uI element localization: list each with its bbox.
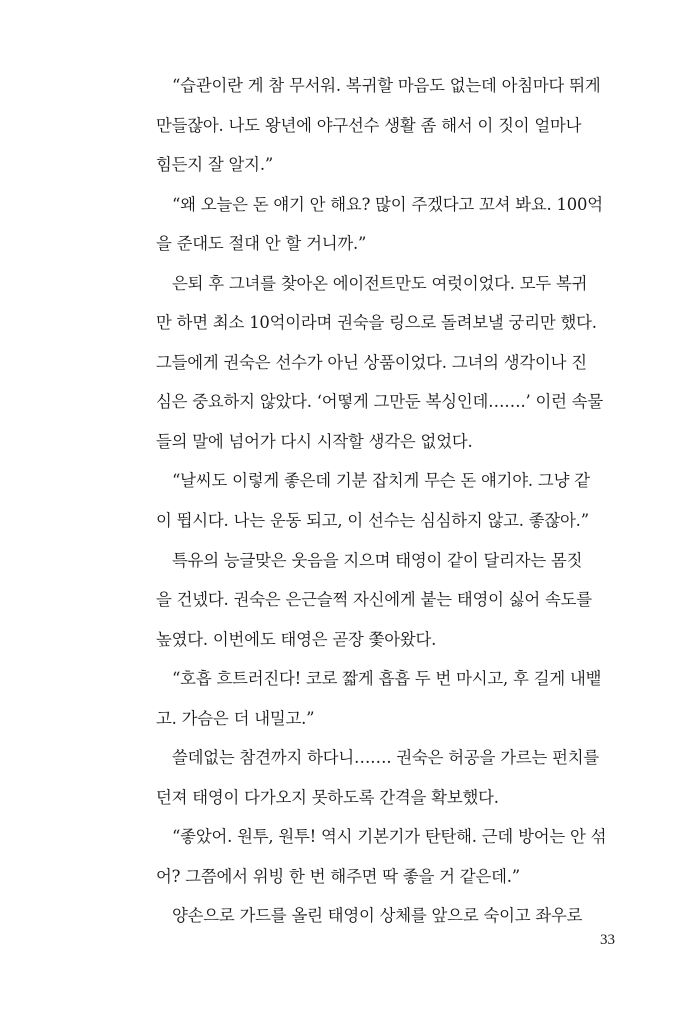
- text-line: 쓸데없는 참견까지 하다니……. 권숙은 허공을 가르는 펀치를: [172, 748, 600, 768]
- text-line: 힘든지 잘 알지.”: [156, 155, 274, 175]
- text-line: 특유의 능글맞은 웃음을 지으며 태영이 같이 달리자는 몸짓: [172, 550, 583, 570]
- text-line: 이 뜁시다. 나는 운동 되고, 이 선수는 심심하지 않고. 좋잖아.”: [156, 511, 589, 531]
- text-line: 그들에게 권숙은 선수가 아닌 상품이었다. 그녀의 생각이나 진: [156, 352, 587, 372]
- text-line: 심은 중요하지 않았다. ‘어떻게 그만둔 복싱인데…….’ 이런 속물: [156, 392, 604, 412]
- text-line: 을 건넸다. 권숙은 은근슬쩍 자신에게 붙는 태영이 싫어 속도를: [156, 590, 592, 610]
- text-line: “왜 오늘은 돈 얘기 안 해요? 많이 주겠다고 꼬셔 봐요. 100억: [172, 194, 603, 214]
- text-line: 을 준대도 절대 안 할 거니까.”: [156, 234, 367, 254]
- page-number: 33: [600, 932, 615, 948]
- text-line: 던져 태영이 다가오지 못하도록 간격을 확보했다.: [156, 787, 499, 807]
- text-line: 고. 가슴은 더 내밀고.”: [156, 708, 315, 728]
- text-line: 만들잖아. 나도 왕년에 야구선수 생활 좀 해서 이 짓이 얼마나: [156, 115, 582, 135]
- text-line: “습관이란 게 참 무서워. 복귀할 마음도 없는데 아침마다 뛰게: [172, 76, 601, 95]
- text-line: 만 하면 최소 10억이라며 권숙을 링으로 돌려보낼 궁리만 했다.: [156, 313, 597, 333]
- text-line: 높였다. 이번에도 태영은 곧장 쫓아왔다.: [156, 629, 437, 649]
- text-line: 양손으로 가드를 올린 태영이 상체를 앞으로 숙이고 좌우로: [172, 906, 583, 926]
- text-line: 은퇴 후 그녀를 찾아온 에이전트만도 여럿이었다. 모두 복귀: [172, 273, 588, 293]
- text-line: 어? 그쯤에서 위빙 한 번 해주면 딱 좋을 거 같은데.”: [156, 866, 520, 886]
- text-line: 들의 말에 넘어가 다시 시작할 생각은 없었다.: [156, 431, 473, 451]
- text-line: “날씨도 이렇게 좋은데 기분 잡치게 무슨 돈 얘기야. 그냥 같: [172, 471, 590, 491]
- text-line: “호흡 흐트러진다! 코로 짧게 흡흡 두 번 마시고, 후 길게 내뱉: [172, 669, 602, 689]
- body-text: [156, 66, 616, 936]
- text-line: “좋았어. 원투, 원투! 역시 기본기가 탄탄해. 근데 방어는 안 섞: [172, 827, 607, 847]
